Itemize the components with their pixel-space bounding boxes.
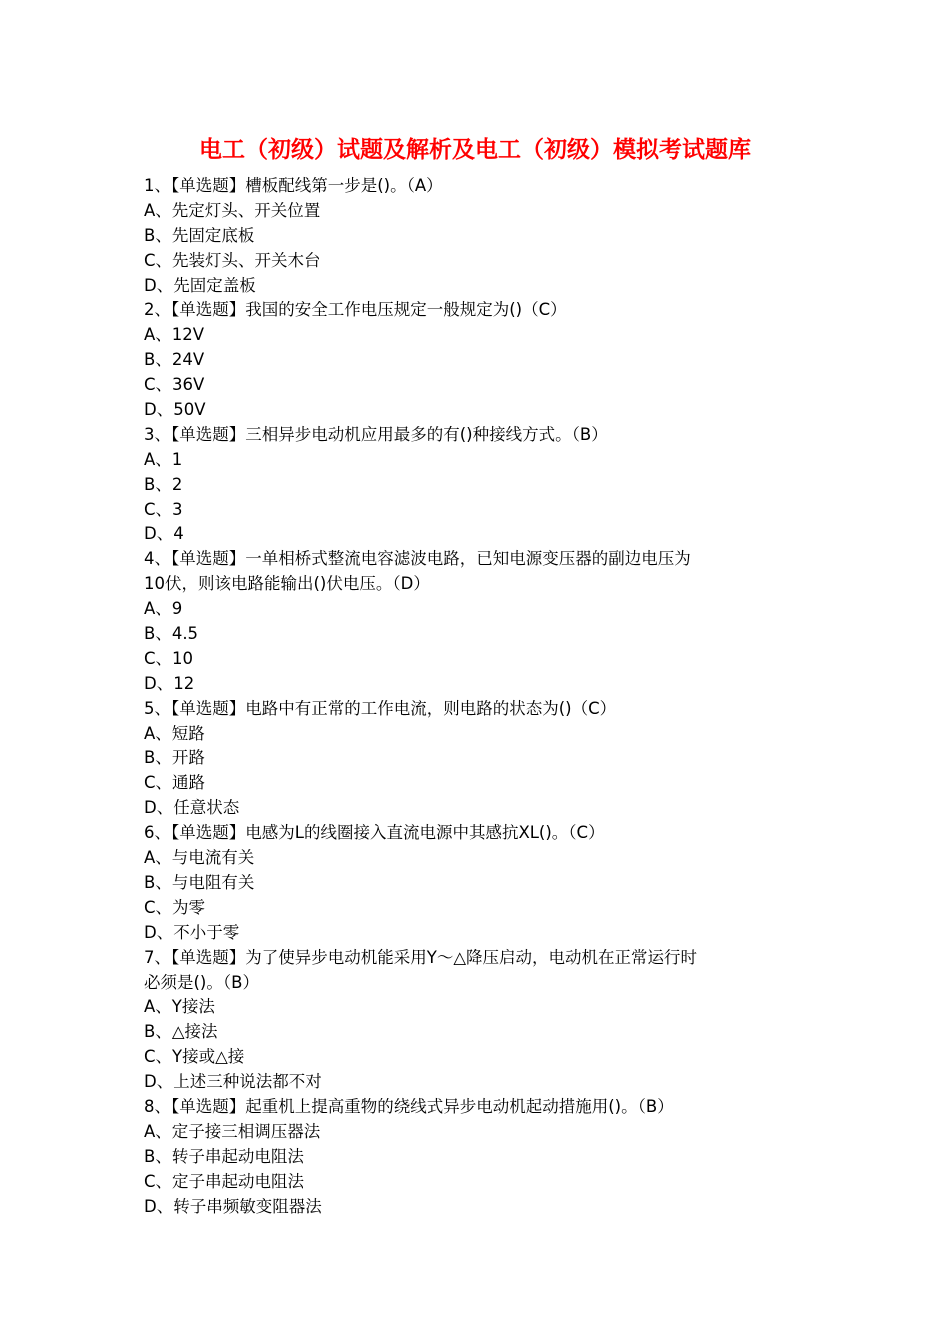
option-b: B、4.5 — [144, 624, 199, 644]
option-d: D、50V — [144, 400, 206, 420]
option-c: C、先装灯头、开关木台 — [144, 250, 321, 270]
question-3 — [144, 423, 824, 547]
question-text: 8、【单选题】起重机上提高重物的绕线式异步电动机起动措施用()。（B） — [144, 1096, 674, 1116]
option-a: A、先定灯头、开关位置 — [144, 200, 321, 220]
question-text: 6、【单选题】电感为L的线圈接入直流电源中其感抗XL()。（C） — [144, 823, 605, 843]
question-6 — [144, 821, 824, 945]
option-d: D、转子串频敏变阻器法 — [144, 1196, 322, 1216]
option-d: D、先固定盖板 — [144, 275, 256, 295]
question-1 — [144, 174, 824, 298]
option-b: B、先固定底板 — [144, 225, 255, 245]
option-b: B、转子串起动电阻法 — [144, 1146, 304, 1166]
question-4 — [144, 547, 824, 696]
question-text: 4、【单选题】一单相桥式整流电容滤波电路，已知电源变压器的副边电压为 — [144, 549, 691, 569]
option-a: A、定子接三相调压器法 — [144, 1121, 321, 1141]
document-title: 电工（初级）试题及解析及电工（初级）模拟考试题库 — [199, 137, 751, 163]
option-c: C、36V — [144, 375, 205, 395]
option-c: C、Y接或△接 — [144, 1047, 245, 1067]
question-list — [144, 174, 824, 1219]
option-d: D、任意状态 — [144, 798, 240, 818]
option-b: B、2 — [144, 474, 183, 494]
option-b: B、24V — [144, 350, 205, 370]
option-c: C、定子串起动电阻法 — [144, 1171, 305, 1191]
option-d: D、4 — [144, 524, 184, 544]
question-text: 2、【单选题】我国的安全工作电压规定一般规定为()（C） — [144, 300, 567, 320]
option-d: D、12 — [144, 673, 195, 693]
question-text: 3、【单选题】三相异步电动机应用最多的有()种接线方式。（B） — [144, 424, 608, 444]
option-d: D、不小于零 — [144, 922, 240, 942]
question-7 — [144, 946, 824, 1095]
option-b: B、开路 — [144, 748, 205, 768]
question-5 — [144, 697, 824, 821]
question-text-continued: 必须是()。（B） — [144, 972, 259, 992]
question-text: 5、【单选题】电路中有正常的工作电流，则电路的状态为()（C） — [144, 698, 617, 718]
option-c: C、为零 — [144, 897, 206, 917]
option-a: A、1 — [144, 449, 183, 469]
option-c: C、3 — [144, 499, 183, 519]
option-d: D、上述三种说法都不对 — [144, 1072, 322, 1092]
option-a: A、9 — [144, 599, 183, 619]
option-c: C、10 — [144, 648, 194, 668]
option-b: B、△接法 — [144, 1022, 218, 1042]
question-text: 7、【单选题】为了使异步电动机能采用Y～△降压启动，电动机在正常运行时 — [144, 947, 698, 967]
option-a: A、12V — [144, 325, 205, 345]
option-b: B、与电阻有关 — [144, 872, 255, 892]
question-2 — [144, 298, 824, 422]
option-a: A、与电流有关 — [144, 848, 255, 868]
question-8 — [144, 1095, 824, 1219]
option-c: C、通路 — [144, 773, 206, 793]
question-text-continued: 10伏，则该电路能输出()伏电压。（D） — [144, 574, 430, 594]
option-a: A、短路 — [144, 723, 205, 743]
option-a: A、Y接法 — [144, 997, 215, 1017]
question-text: 1、【单选题】槽板配线第一步是()。（A） — [144, 176, 443, 195]
